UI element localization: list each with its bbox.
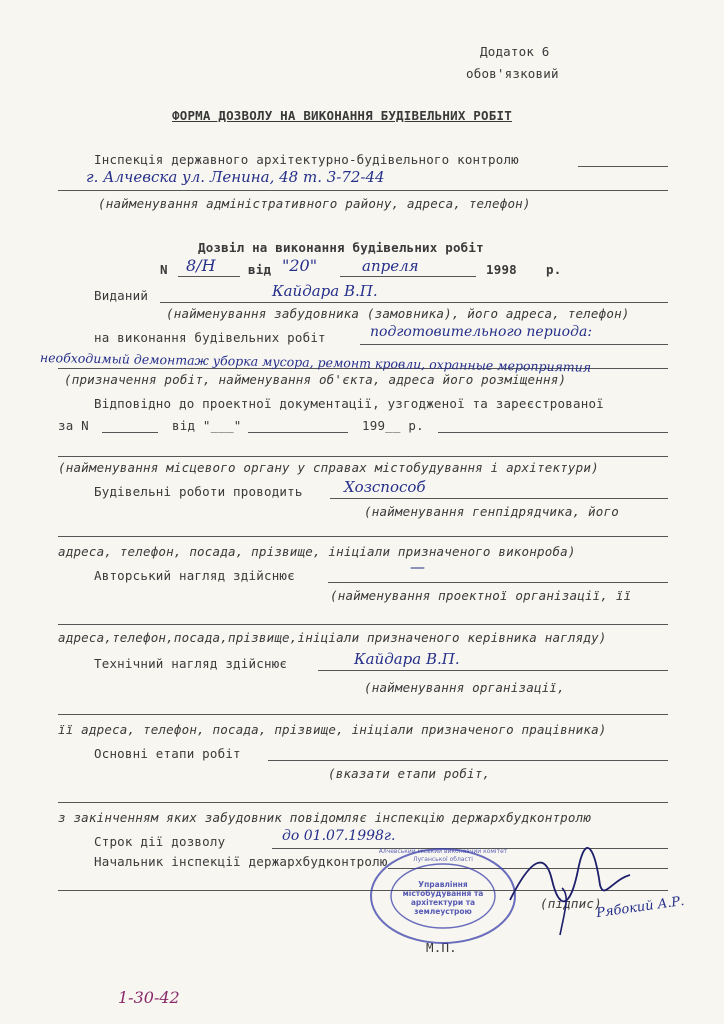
official-stamp (368, 846, 518, 946)
stamp-inner-text: Управління містобудування та архітектури та землеустрою (402, 880, 484, 916)
permit-month[interactable]: апреля (362, 257, 419, 275)
form-title: ФОРМА ДОЗВОЛУ НА ВИКОНАННЯ БУДІВЕЛЬНИХ РОБІТ (172, 108, 512, 123)
contractor-caption-2: адреса, телефон, посада, прізвище, ініціали призначеного виконроба) (58, 544, 576, 559)
seal-label: М.П. (426, 940, 457, 955)
project-caption: (найменування місцевого органу у справах містобудування і архітектури) (58, 460, 599, 475)
tech-supervision-line (318, 670, 668, 671)
issued-handwritten[interactable]: Кайдара В.П. (272, 282, 378, 300)
author-supervision-label: Авторський нагляд здійснює (94, 568, 295, 583)
tech-supervision-handwritten[interactable]: Кайдара В.П. (354, 650, 460, 668)
inspection-caption: (найменування адміністративного району, адреса, телефон) (98, 196, 531, 211)
stages-line (268, 760, 668, 761)
stages-label: Основні етапи робіт (94, 746, 241, 761)
permit-date-prefix: від (248, 262, 272, 277)
contractor-line (330, 498, 668, 499)
author-supervision-caption-1: (найменування проектної організації, її (330, 588, 632, 603)
chief-label: Начальник інспекції держархбудконтролю (94, 854, 388, 869)
signature-caption: (підпис) (540, 896, 602, 911)
permit-number-line (178, 276, 240, 277)
issued-line (160, 302, 668, 303)
author-supervision-handwritten[interactable]: — (410, 558, 425, 576)
validity-label: Строк дії дозволу (94, 834, 226, 849)
project-year-line (438, 432, 668, 433)
chief-name-handwritten: Рябокий А.Р. (595, 893, 686, 922)
contractor-handwritten[interactable]: Хозспособ (344, 478, 426, 496)
stages-footer: з закінченням яких забудовник повідомляє інспекцію держархбудконтролю (58, 810, 592, 825)
inspection-label: Інспекція державного архітектурно-будівельного контролю (94, 152, 519, 167)
inspection-line-2 (58, 190, 668, 191)
works-handwritten-1[interactable]: подготовительного периода: (370, 324, 593, 340)
project-reg-line (102, 432, 158, 433)
project-date-line (248, 432, 348, 433)
permit-day[interactable]: "20" (282, 256, 318, 275)
stages-caption: (вказати етапи робіт, (328, 766, 491, 781)
permit-year-suffix: р. (546, 262, 562, 277)
works-handwritten-2[interactable]: необходимый демонтаж уборка мусора, ремонт кровли, охранные мероприятия (39, 350, 592, 375)
project-line-2 (58, 456, 668, 457)
permit-number-prefix: N (160, 262, 168, 277)
annex-label: Додаток 6 (480, 44, 550, 59)
contractor-caption-1: (найменування генпідрядчика, його (364, 504, 619, 519)
works-line-1 (360, 344, 668, 345)
permit-number-value[interactable]: 8/Н (186, 256, 216, 275)
footnote-handwritten: 1-30-42 (118, 988, 180, 1007)
permit-month-line (340, 276, 476, 277)
annex-mandatory: обов'язковий (466, 66, 559, 81)
permit-year: 1998 (486, 262, 517, 277)
contractor-line-2 (58, 536, 668, 537)
inspection-line-1 (578, 166, 668, 167)
validity-handwritten[interactable]: до 01.07.1998г. (282, 828, 396, 844)
project-reg-date: від "___" (172, 418, 242, 433)
permit-heading: Дозвіл на виконання будівельних робіт (198, 240, 484, 255)
issued-label: Виданий (94, 288, 149, 303)
stamp-outer-text: Алчевський міський виконавчий комітет Луганської області (378, 848, 508, 863)
tech-supervision-caption-1: (найменування організації, (364, 680, 565, 695)
project-text: Відповідно до проектної документації, узгодженої та зареєстрованої (94, 396, 604, 411)
stages-line-2 (58, 802, 668, 803)
project-reg-prefix: за N (58, 418, 89, 433)
tech-supervision-line-2 (58, 714, 668, 715)
project-year: 199__ р. (362, 418, 424, 433)
works-caption: (призначення робіт, найменування об'єкта, адреса його розміщення) (64, 372, 567, 387)
signature-icon (500, 840, 640, 940)
contractor-label: Будівельні роботи проводить (94, 484, 303, 499)
tech-supervision-caption-2: її адреса, телефон, посада, прізвище, ініціали призначеного працівника) (58, 722, 607, 737)
author-supervision-line (328, 582, 668, 583)
author-supervision-caption-2: адреса,телефон,посада,прізвище,ініціали призначеного керівника нагляду) (58, 630, 607, 645)
author-supervision-line-2 (58, 624, 668, 625)
tech-supervision-label: Технічний нагляд здійснює (94, 656, 288, 671)
issued-caption: (найменування забудовника (замовника), його адреса, телефон) (166, 306, 630, 321)
works-label: на виконання будівельних робіт (94, 330, 326, 345)
inspection-handwritten: г. Алчевска ул. Ленина, 48 т. 3-72-44 (86, 168, 385, 186)
